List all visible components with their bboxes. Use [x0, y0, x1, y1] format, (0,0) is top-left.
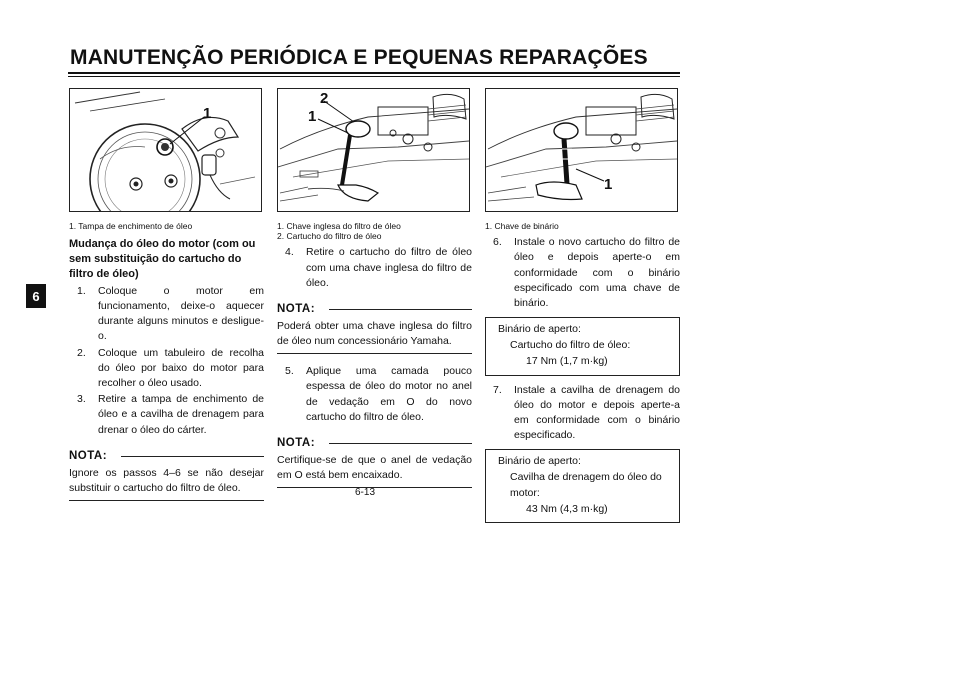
step-text: Coloque um tabuleiro de recolha do óleo por baixo do motor para recolher o óleo usado. [98, 346, 264, 390]
callout-1: 1 [308, 108, 317, 125]
steps-list [277, 245, 472, 291]
step-text: Aplique uma camada pouco espessa de óleo do motor no anel de vedação em O do novo cartucho do filtro de óleo. [306, 365, 472, 423]
note-block [277, 301, 472, 354]
step-number: 3. [77, 393, 86, 406]
step-number: 2. [77, 346, 86, 359]
header-rule-thin [68, 76, 680, 77]
header-rule [68, 72, 680, 74]
note-label: NOTA: [277, 303, 316, 316]
step-number: 4. [285, 246, 294, 259]
caption-line: 2. Cartucho do filtro de óleo [277, 231, 382, 242]
step-text: Retire o cartucho do filtro de óleo com uma chave inglesa do filtro de óleo. [306, 246, 472, 289]
step-number: 6. [493, 236, 502, 249]
figure-oil-filler-cap [69, 88, 262, 212]
figure-caption [277, 221, 472, 241]
step-number: 7. [493, 383, 502, 396]
caption-line: 1. Chave de binário [485, 221, 559, 231]
step-text: Coloque o motor em funcionamento, deixe-o aquecer durante alguns minutos e desligue-o. [98, 284, 264, 343]
chapter-tab: 6 [26, 284, 46, 308]
section-heading: Mudança do óleo do motor (com ou sem substituição do cartucho do filtro de óleo) [69, 238, 256, 280]
torque-title: Binário de aperto: [498, 455, 581, 468]
figure-torque-wrench [485, 88, 678, 212]
step-2 [69, 346, 264, 392]
callout-1: 1 [203, 105, 212, 122]
steps-list [485, 235, 680, 311]
note-text: Poderá obter uma chave inglesa do filtro de óleo num concessionário Yamaha. [277, 319, 472, 347]
column-2 [277, 88, 472, 488]
oil-filter-wrench-illustration [278, 89, 469, 211]
oil-filler-cap-illustration [70, 89, 261, 211]
note-end-rule [69, 500, 264, 501]
callout-2: 2 [320, 90, 329, 107]
step-4 [277, 245, 472, 291]
column-1 [69, 88, 264, 501]
caption-line: 1. Chave inglesa do filtro de óleo [277, 221, 401, 231]
step-number: 5. [285, 365, 294, 378]
step-text: Instale o novo cartucho do filtro de óleo e depois aperte-o em conformidade com o binário especificado com uma chave de binário. [514, 236, 680, 310]
step-number: 1. [77, 284, 86, 297]
torque-value: 43 Nm (4,3 m·kg) [526, 502, 608, 515]
note-label: NOTA: [69, 449, 108, 462]
step-5 [277, 364, 472, 425]
note-rule [329, 443, 472, 444]
torque-spec-box [485, 317, 680, 375]
torque-value: 17 Nm (1,7 m·kg) [526, 354, 608, 367]
page-title: MANUTENÇÃO PERIÓDICA E PEQUENAS REPARAÇÕES [70, 46, 648, 69]
callout-1: 1 [604, 176, 613, 193]
note-text: Ignore os passos 4–6 se não desejar substituir o cartucho do filtro de óleo. [69, 466, 264, 494]
note-block [69, 448, 264, 501]
note-text: Certifique-se de que o anel de vedação em O está bem encaixado. [277, 453, 472, 481]
caption-line: 1. Tampa de enchimento de óleo [69, 221, 193, 231]
torque-spec-box [485, 449, 680, 523]
page-number: 6-13 [355, 487, 376, 498]
step-3 [69, 392, 264, 438]
note-label: NOTA: [277, 437, 316, 450]
note-block [277, 435, 472, 488]
step-6 [485, 235, 680, 311]
step-text: Retire a tampa de enchimento de óleo e a cavilha de drenagem para drenar o óleo do cárter. [98, 393, 264, 436]
figure-caption [485, 221, 680, 231]
step-text: Instale a cavilha de drenagem do óleo do motor e depois aperte-a em conformidade com o binário especificado. [514, 383, 680, 442]
figure-caption [69, 221, 264, 231]
column-3 [485, 88, 680, 530]
torque-item: Cavilha de drenagem do óleo do motor: [510, 471, 662, 499]
steps-list [69, 284, 264, 438]
step-1 [69, 284, 264, 345]
torque-item: Cartucho do filtro de óleo: [510, 339, 631, 352]
torque-title: Binário de aperto: [498, 323, 581, 336]
note-end-rule [277, 353, 472, 354]
step-7 [485, 383, 680, 444]
torque-wrench-illustration [486, 89, 677, 211]
figure-oil-filter-wrench [277, 88, 470, 212]
steps-list [485, 383, 680, 444]
steps-list [277, 364, 472, 425]
note-rule [121, 456, 264, 457]
note-rule [329, 309, 472, 310]
